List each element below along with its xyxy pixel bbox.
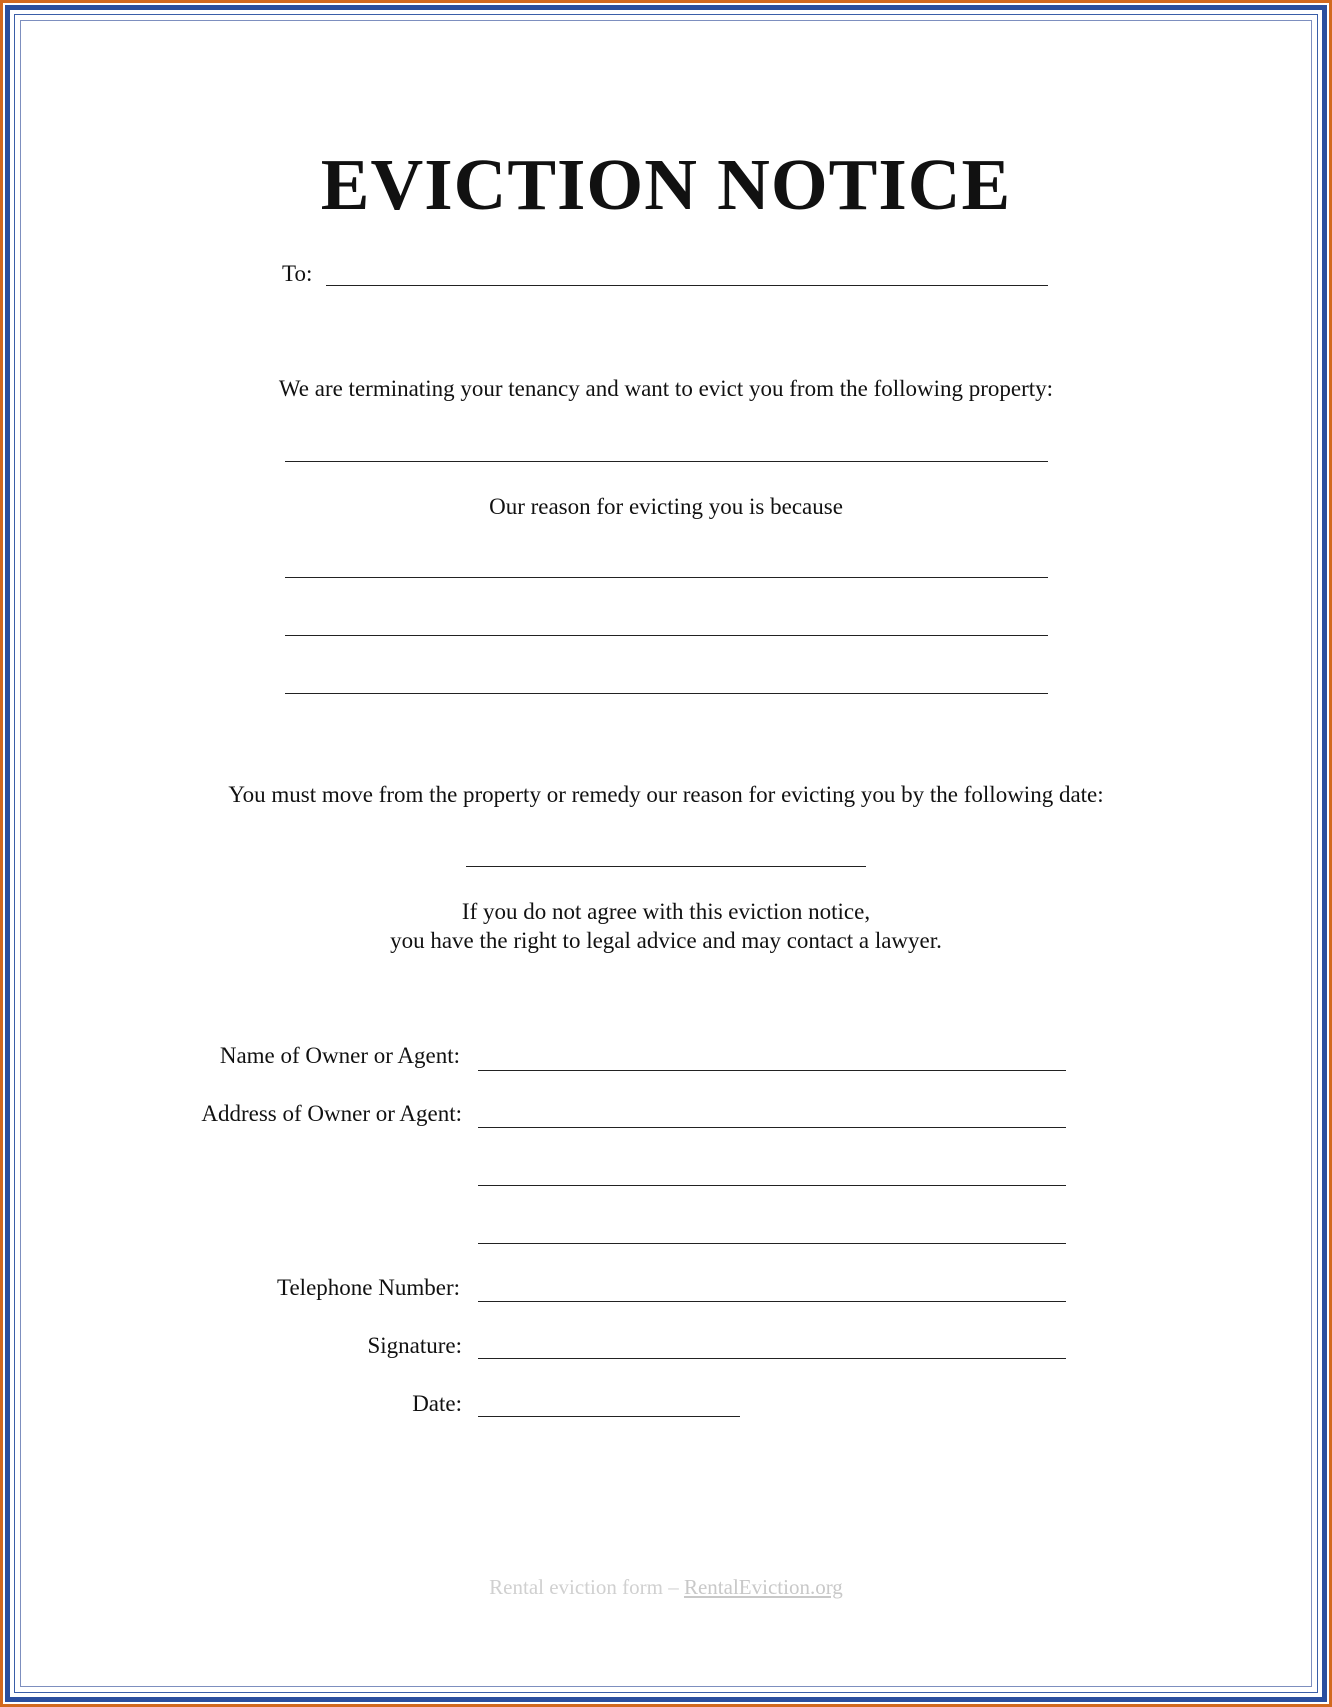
- telephone-field-line[interactable]: [478, 1301, 1066, 1302]
- reason-label: Our reason for evicting you is because: [489, 494, 843, 519]
- owner-name-field-line[interactable]: [478, 1070, 1066, 1071]
- telephone-label: Telephone Number:: [277, 1275, 460, 1300]
- owner-address-field-line-1[interactable]: [478, 1127, 1066, 1128]
- footer-text: Rental eviction form –: [489, 1575, 684, 1599]
- footer-link[interactable]: RentalEviction.org: [683, 1575, 843, 1599]
- owner-name-label: Name of Owner or Agent:: [219, 1043, 460, 1068]
- disagree-text-line-1: If you do not agree with this eviction notice,: [461, 899, 871, 924]
- owner-address-field-line-2[interactable]: [478, 1185, 1066, 1186]
- disagree-text-line-2: you have the right to legal advice and may contact a lawyer.: [390, 928, 942, 953]
- date-label: Date:: [412, 1391, 462, 1416]
- document-title: EVICTION NOTICE: [320, 144, 1012, 225]
- property-field-line[interactable]: [285, 461, 1048, 462]
- to-label: To:: [282, 261, 313, 286]
- date-field-line[interactable]: [478, 1416, 740, 1417]
- owner-address-field-line-3[interactable]: [478, 1243, 1066, 1244]
- signature-label: Signature:: [367, 1333, 462, 1358]
- move-date-text: You must move from the property or remedy our reason for evicting you by the following date:: [228, 782, 1104, 807]
- move-date-field-line[interactable]: [466, 866, 866, 867]
- reason-field-line-3[interactable]: [285, 693, 1048, 694]
- to-field-line[interactable]: [326, 285, 1048, 286]
- signature-field-line[interactable]: [478, 1358, 1066, 1359]
- owner-address-label: Address of Owner or Agent:: [201, 1101, 462, 1126]
- footer: [0, 1575, 1332, 1600]
- reason-field-line-1[interactable]: [285, 577, 1048, 578]
- page-border-inner-2: [20, 20, 1312, 1687]
- intro-text: We are terminating your tenancy and want to evict you from the following property:: [278, 376, 1054, 401]
- reason-field-line-2[interactable]: [285, 635, 1048, 636]
